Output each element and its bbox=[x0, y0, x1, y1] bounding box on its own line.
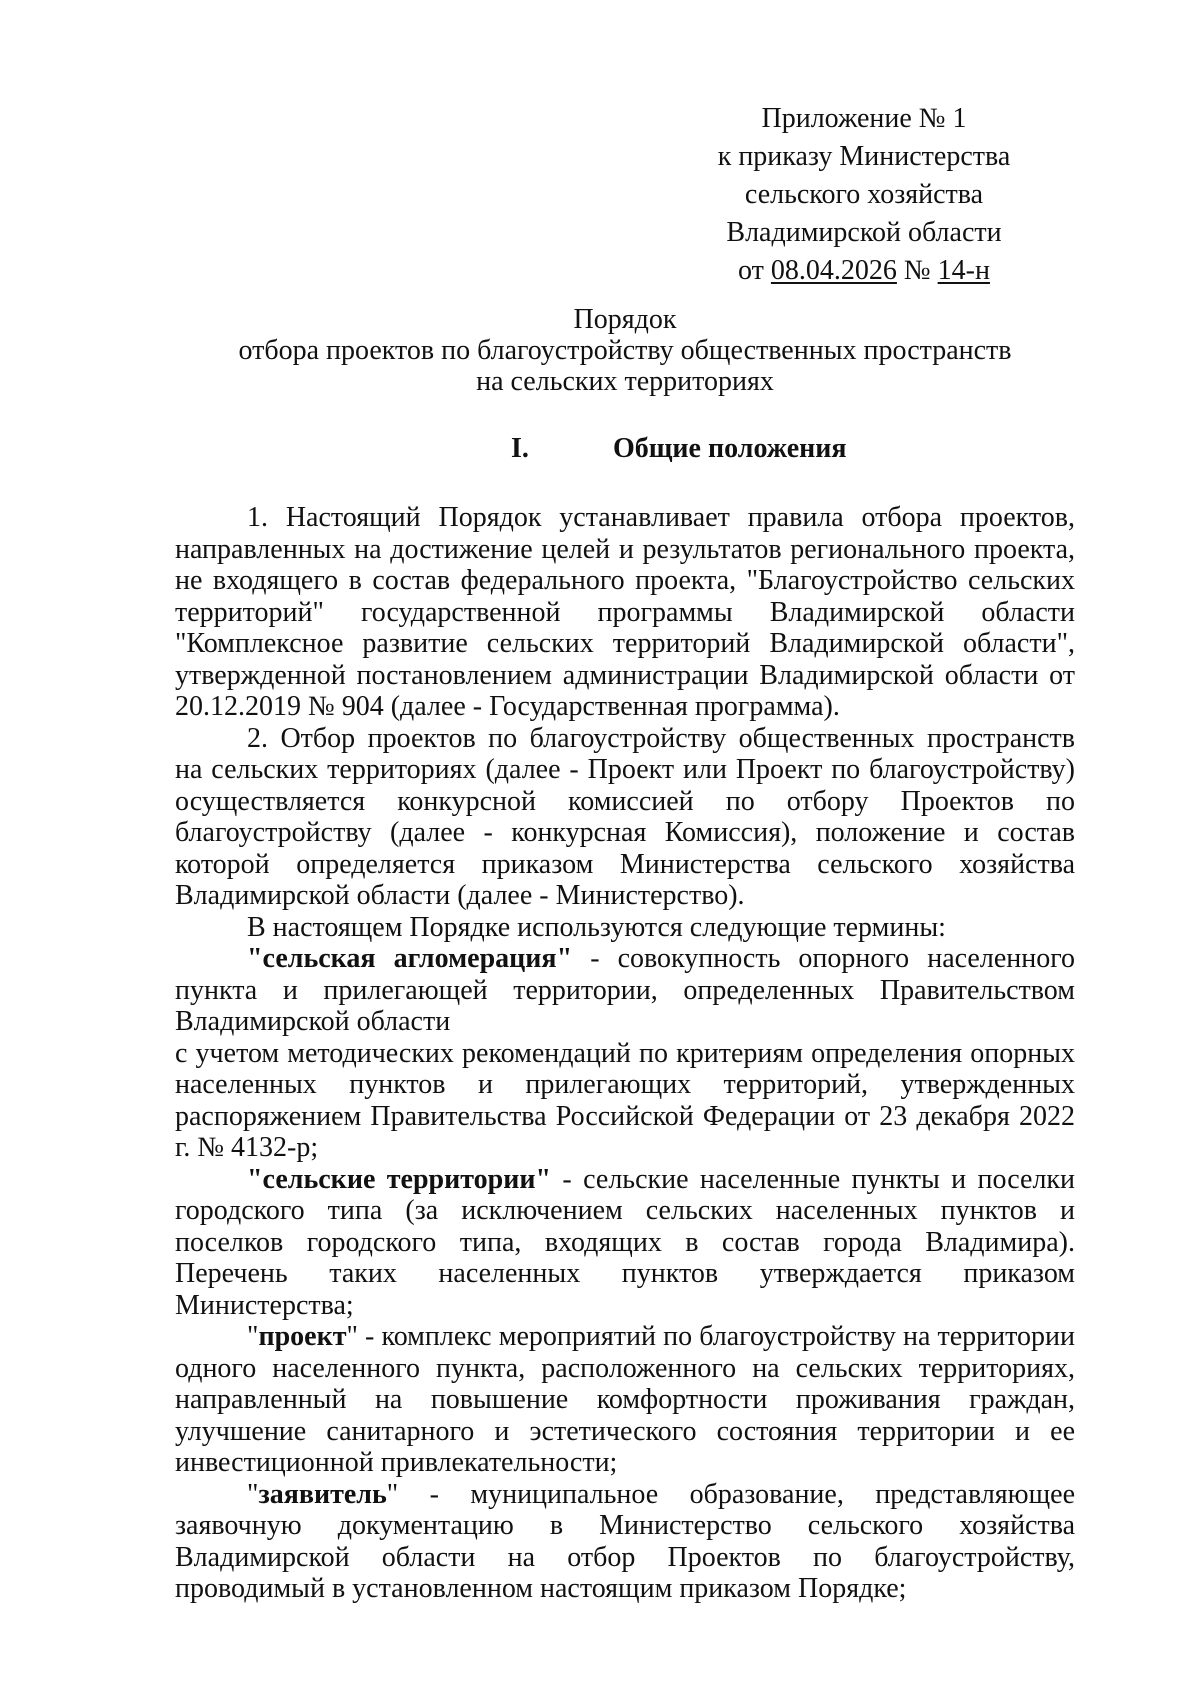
title-line-1: Порядок bbox=[573, 304, 677, 335]
term-name: проект bbox=[258, 1321, 347, 1352]
term-name: "сельские территории" bbox=[247, 1163, 552, 1195]
paragraph-2: 2. Отбор проектов по благоустройству общественных пространств на сельских территориях (далее - Проект или Проект по благоустройству) осуществляется конкурсной комиссией по отбору Проектов по благоустройству (далее - конкурсная Комиссия), положение и состав которой определяется приказом Министерства сельского хозяйства Владимирской области (далее - Министерство). bbox=[175, 722, 1075, 911]
paragraph-1: 1. Настоящий Порядок устанавливает правила отбора проектов, направленных на достижение целей и результатов регионального проекта, не входящего в состав федерального проекта, "Благоустройство сельских территорий" государственной программы Владимирской области "Комплексное развитие сельских территорий Владимирской области", утвержденной постановлением администрации Владимирской области от 20.12.2019 № 904 (далее - Государственная программа). bbox=[175, 502, 1075, 722]
term-project bbox=[175, 1321, 1075, 1479]
title-line-3: на сельских территориях bbox=[476, 366, 774, 397]
document-title bbox=[175, 304, 1075, 397]
title-line-2: отбора проектов по благоустройству общественных пространств bbox=[238, 335, 1012, 366]
term-quote-close: " bbox=[346, 1321, 358, 1352]
number-prefix: № bbox=[896, 255, 938, 286]
appendix-line-1: Приложение № 1 bbox=[761, 103, 967, 134]
term-quote-open: " bbox=[247, 1321, 259, 1352]
paragraph-terms-intro: В настоящем Порядке используются следующие термины: bbox=[247, 911, 946, 943]
term-rural-agglomeration bbox=[175, 943, 1075, 1038]
document-body bbox=[175, 502, 1075, 1605]
term-definition: - совокупность опорного населенного пункта и прилегающей территории, определенных Правительством Владимирской области bbox=[175, 943, 1076, 1037]
order-date: 08.04.2026 bbox=[770, 255, 897, 286]
term-name: заявитель bbox=[258, 1478, 387, 1510]
term-rural-territories bbox=[175, 1164, 1075, 1322]
term-name: "сельская агломерация" bbox=[247, 943, 573, 974]
term-quote-open: " bbox=[247, 1478, 259, 1510]
appendix-line-4: Владимирской области bbox=[726, 217, 1002, 248]
order-number: 14-н bbox=[937, 255, 990, 286]
date-prefix: от bbox=[738, 255, 771, 286]
term-definition: - сельские населенные пункты и поселки городского типа (за исключением сельских населенных пунктов и поселков городского типа, входящих в состав города Владимира). Перечень таких населенных пунктов утверждается приказом Министерства; bbox=[175, 1163, 1076, 1321]
section-number: I. bbox=[511, 433, 529, 464]
term-applicant bbox=[175, 1479, 1075, 1605]
section-title: Общие положения bbox=[613, 433, 847, 464]
appendix-date-line bbox=[664, 252, 1064, 290]
appendix-line-2: к приказу Министерства bbox=[717, 141, 1011, 172]
appendix-header bbox=[664, 100, 1064, 290]
term-rural-agglomeration-continued: с учетом методических рекомендаций по критериям определения опорных населенных пунктов и прилегающих территорий, утвержденных распоряжением Правительства Российской Федерации от 23 декабря 2022 г. № 4132-р; bbox=[175, 1037, 1075, 1163]
term-definition: - муниципальное образование, представляющее заявочную документацию в Министерство сельского хозяйства Владимирской области на отбор Проектов по благоустройству, проводимый в установленном настоящим приказом Порядке; bbox=[175, 1478, 1075, 1604]
appendix-line-3: сельского хозяйства bbox=[744, 179, 984, 210]
term-definition: - комплекс мероприятий по благоустройству на территории одного населенного пункта, расположенного на сельских территориях, направленный на повышение комфортности проживания граждан, улучшение санитарного и эстетического состояния территории и ее инвестиционной привлекательности; bbox=[175, 1321, 1075, 1478]
term-quote-close: " bbox=[386, 1478, 399, 1510]
